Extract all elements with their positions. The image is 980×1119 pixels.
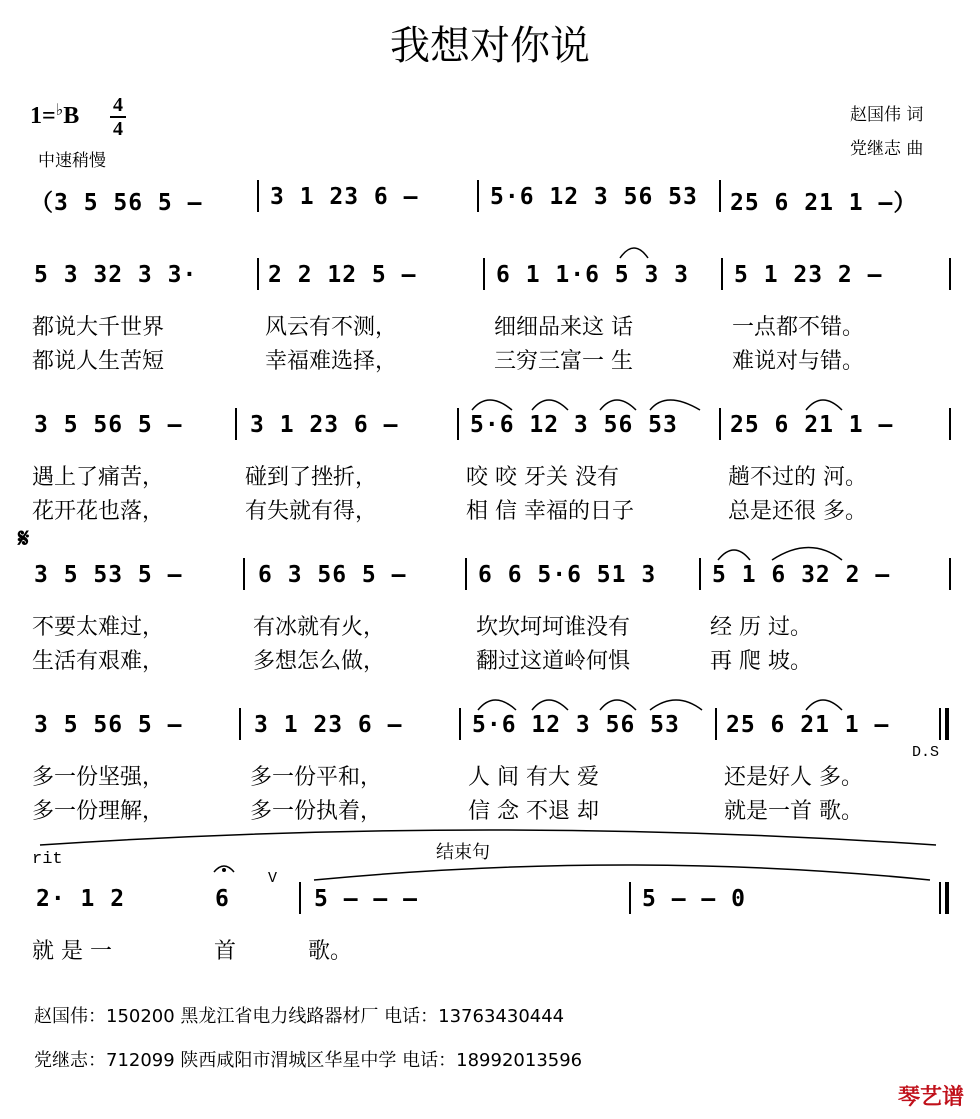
lyric: 歌。 bbox=[308, 939, 353, 964]
rit-marking: rit bbox=[32, 850, 63, 869]
measure: 25 6 21 1 – bbox=[730, 412, 894, 438]
breath-mark: V bbox=[268, 870, 278, 887]
fermata-dot bbox=[222, 868, 226, 872]
measure: 3 5 56 5 – bbox=[34, 712, 183, 738]
measure: 2 2 12 5 – bbox=[268, 262, 417, 288]
measure: 6 3 56 5 – bbox=[258, 562, 407, 588]
slurs bbox=[40, 248, 936, 880]
composer-credit: 党继志 曲 bbox=[850, 139, 924, 159]
lyric: 多一份执着， bbox=[250, 799, 383, 824]
site-logo: 琴艺谱 bbox=[897, 1085, 964, 1110]
lyric: 咬 咬 牙关 没有 bbox=[466, 465, 619, 490]
lyric: 碰到了挫折， bbox=[245, 465, 378, 490]
lyric: 有失就有得， bbox=[245, 499, 378, 524]
lyric: 就 是 一 bbox=[32, 939, 112, 964]
lyric: 坎坎坷坷谁没有 bbox=[476, 615, 631, 640]
measure: 5 1 23 2 – bbox=[734, 262, 883, 288]
lyric: 多一份坚强， bbox=[32, 765, 165, 790]
measure: 5 3 32 3 3· bbox=[34, 262, 198, 288]
lyric: 风云有不测， bbox=[265, 315, 398, 340]
measure: （3 5 56 5 – bbox=[30, 190, 203, 216]
lyric: 翻过这道岭何惧 bbox=[476, 649, 631, 674]
measure: 6 1 1·6 5 3 3 bbox=[496, 262, 690, 288]
segno-sign: 𝄋 bbox=[18, 524, 30, 554]
lyric: 还是好人 多。 bbox=[724, 765, 863, 790]
measure: 3 1 23 6 – bbox=[254, 712, 403, 738]
lyric: 总是还很 多。 bbox=[728, 499, 867, 524]
meter-bottom: 4 bbox=[113, 118, 123, 140]
measure: 2· 1 2 bbox=[36, 886, 126, 912]
lyric: 细细品来这 话 bbox=[494, 315, 633, 340]
measure: 25 6 21 1 – bbox=[726, 712, 890, 738]
lyric: 就是一首 歌。 bbox=[724, 799, 863, 824]
lyric: 一点都不错。 bbox=[732, 315, 865, 340]
tempo-marking: 中速稍慢 bbox=[38, 151, 106, 171]
lyric: 都说大千世界 bbox=[32, 315, 165, 340]
measure: 5 1 6 32 2 – bbox=[712, 562, 891, 588]
measure: 3 5 56 5 – bbox=[34, 412, 183, 438]
lyric: 生活有艰难， bbox=[32, 649, 165, 674]
lyric: 难说对与错。 bbox=[732, 349, 865, 374]
lyric: 多一份平和， bbox=[250, 765, 383, 790]
lyric: 再 爬 坡。 bbox=[710, 649, 812, 674]
lyric: 遇上了痛苦， bbox=[32, 465, 165, 490]
contact-line: 赵国伟：150200 黑龙江省电力线路器材厂 电话：13763430444 bbox=[34, 1006, 565, 1027]
measure: 6 6 5·6 51 3 bbox=[478, 562, 657, 588]
lyric: 趟不过的 河。 bbox=[728, 465, 867, 490]
flat-sign: ♭ bbox=[55, 102, 64, 119]
lyric: 幸福难选择， bbox=[265, 349, 398, 374]
meter-top: 4 bbox=[113, 94, 123, 116]
measure: 5 – – 0 bbox=[642, 886, 746, 912]
measure: 5·6 12 3 56 53 bbox=[472, 712, 680, 738]
song-title: 我想对你说 bbox=[390, 23, 590, 69]
dal-segno-mark: D.S bbox=[912, 744, 940, 761]
lyric: 多一份理解， bbox=[32, 799, 165, 824]
lyric: 有冰就有火， bbox=[253, 615, 386, 640]
measure: 25 6 21 1 –） bbox=[730, 190, 918, 216]
lyric: 人 间 有大 爱 bbox=[468, 765, 599, 790]
lyric: 信 念 不退 却 bbox=[468, 799, 599, 824]
lyric: 不要太难过， bbox=[32, 615, 165, 640]
lyric: 都说人生苦短 bbox=[32, 349, 165, 374]
lyric: 相 信 幸福的日子 bbox=[466, 499, 634, 524]
measure: 5·6 12 3 56 53 bbox=[490, 184, 698, 210]
lyric: 三穷三富一 生 bbox=[494, 349, 633, 374]
measure: 3 5 53 5 – bbox=[34, 562, 183, 588]
measure: 3 1 23 6 – bbox=[250, 412, 399, 438]
measure: 5 – – – bbox=[314, 886, 418, 912]
ending-label: 结束句 bbox=[436, 842, 490, 863]
lyric: 首 bbox=[214, 939, 237, 964]
fermata-note: 6 bbox=[215, 886, 230, 912]
measure: 5·6 12 3 56 53 bbox=[470, 412, 678, 438]
lyric: 多想怎么做， bbox=[253, 649, 386, 674]
measure: 3 1 23 6 – bbox=[270, 184, 419, 210]
key-prefix: 1= bbox=[30, 103, 56, 129]
key-note: B bbox=[63, 103, 80, 129]
bar-lines bbox=[236, 180, 950, 914]
contact-line: 党继志：712099 陕西咸阳市渭城区华星中学 电话：18992013596 bbox=[34, 1050, 583, 1071]
lyric: 经 历 过。 bbox=[710, 615, 812, 640]
lyric: 花开花也落， bbox=[32, 499, 165, 524]
lyricist-credit: 赵国伟 词 bbox=[850, 105, 924, 125]
